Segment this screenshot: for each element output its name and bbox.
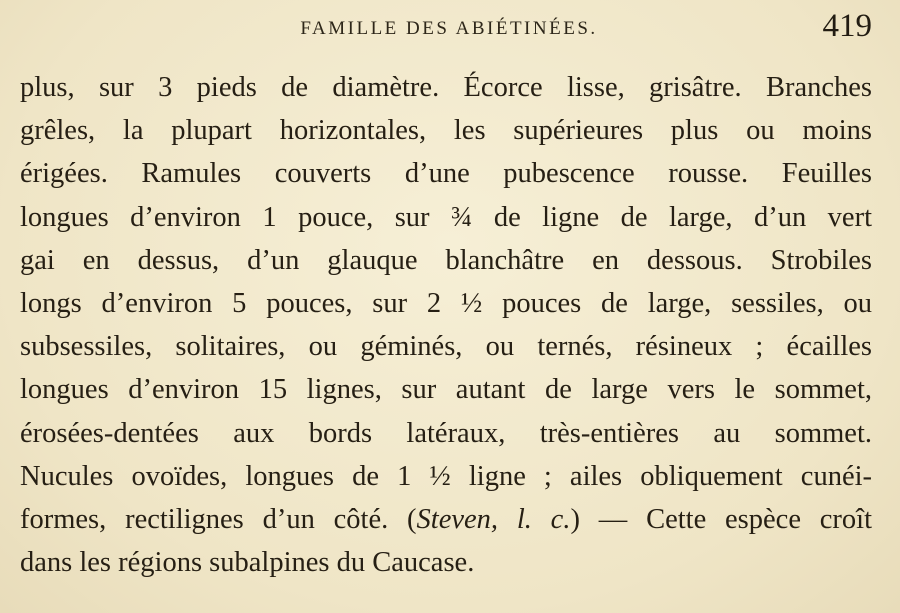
text-line-2: grêles, la plupart horizontales, les supérieures plus ou moins: [20, 115, 872, 147]
body-text: [20, 66, 872, 584]
text-line-1: plus, sur 3 pieds de diamètre. Écorce lisse, grisâtre. Branches: [20, 72, 872, 103]
text-line-5: gai en dessus, d’un glauque blanchâtre en dessous. Strobiles: [20, 244, 872, 276]
text-line-9: érosées-dentées aux bords latéraux, très-entières au sommet.: [20, 417, 872, 449]
text-line-12: dans les régions subalpines du Caucase.: [20, 547, 475, 579]
running-title: FAMILLE DES ABIÉTINÉES.: [300, 18, 598, 39]
text-line-6: longs d’environ 5 pouces, sur 2 ½ pouces de large, sessiles, ou: [20, 287, 872, 319]
text-line-8: longues d’environ 15 lignes, sur autant de large vers le sommet,: [20, 374, 872, 406]
page-number: 419: [822, 8, 872, 44]
running-head: [20, 6, 878, 46]
text-line-7: subsessiles, solitaires, ou géminés, ou ternés, résineux ; écailles: [20, 331, 872, 363]
text-line-4: longues d’environ 1 pouce, sur ¾ de ligne de large, d’un vert: [20, 201, 872, 233]
text-line-10: Nucules ovoïdes, longues de 1 ½ ligne ; ailes obliquement cunéi-: [20, 460, 872, 492]
citation-steven: Steven, l. c.: [416, 503, 571, 535]
text-line-11-start: formes, rectilignes d’un côté. (: [20, 503, 417, 535]
text-line-11-end: ) — Cette espèce croît: [570, 503, 873, 535]
text-line-11: [20, 498, 872, 541]
text-line-3: érigées. Ramules couverts d’une pubescence rousse. Feuilles: [20, 158, 872, 190]
